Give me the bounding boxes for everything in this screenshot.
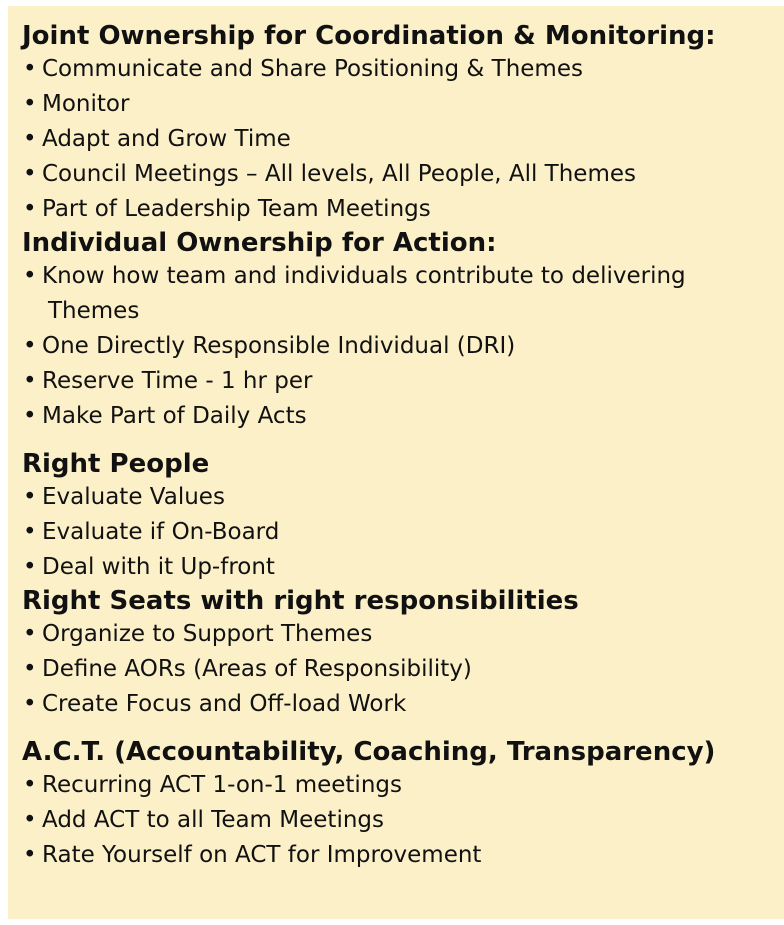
content-panel [8, 6, 784, 919]
list-item: • Define AORs (Areas of Responsibility) [22, 652, 784, 687]
section-heading: Joint Ownership for Coordination & Monitoring: [22, 21, 716, 51]
section-joint-ownership [22, 20, 784, 227]
list-item: • Council Meetings – All levels, All People, All Themes [22, 157, 784, 192]
list-item: • Recurring ACT 1-on-1 meetings [22, 768, 784, 803]
list-item: • Evaluate Values [22, 480, 784, 515]
list-item: • Make Part of Daily Acts [22, 399, 784, 434]
list-item-line: Themes [48, 298, 140, 324]
bullet-list [22, 617, 784, 722]
section-heading: Individual Ownership for Action: [22, 228, 497, 258]
list-item: • Add ACT to all Team Meetings [22, 803, 784, 838]
section-heading: Right Seats with right responsibilities [22, 586, 579, 616]
list-item: • Part of Leadership Team Meetings [22, 192, 784, 227]
list-item: • Reserve Time - 1 hr per [22, 364, 784, 399]
section-heading: Right People [22, 449, 210, 479]
section-right-people [22, 448, 784, 585]
list-item: • Monitor [22, 87, 784, 122]
bullet-list [22, 52, 784, 227]
section-heading: A.C.T. (Accountability, Coaching, Transparency) [22, 737, 716, 767]
list-item: • Evaluate if On-Board [22, 515, 784, 550]
list-item: • Create Focus and Off-load Work [22, 687, 784, 722]
bullet-list [22, 480, 784, 585]
bullet-list [22, 768, 784, 873]
spacer [22, 434, 784, 448]
list-item: • Rate Yourself on ACT for Improvement [22, 838, 784, 873]
list-item: • Adapt and Grow Time [22, 122, 784, 157]
list-item: • Organize to Support Themes [22, 617, 784, 652]
section-act [22, 736, 784, 873]
bullet-list [22, 259, 784, 434]
section-right-seats [22, 585, 784, 722]
spacer [22, 722, 784, 736]
list-item: • Communicate and Share Positioning & Themes [22, 52, 784, 87]
section-individual-ownership [22, 227, 784, 434]
list-item: • One Directly Responsible Individual (DRI) [22, 329, 784, 364]
list-item: • Deal with it Up-front [22, 550, 784, 585]
list-item-line: Know how team and individuals contribute to delivering [42, 263, 686, 289]
list-item [22, 259, 784, 329]
